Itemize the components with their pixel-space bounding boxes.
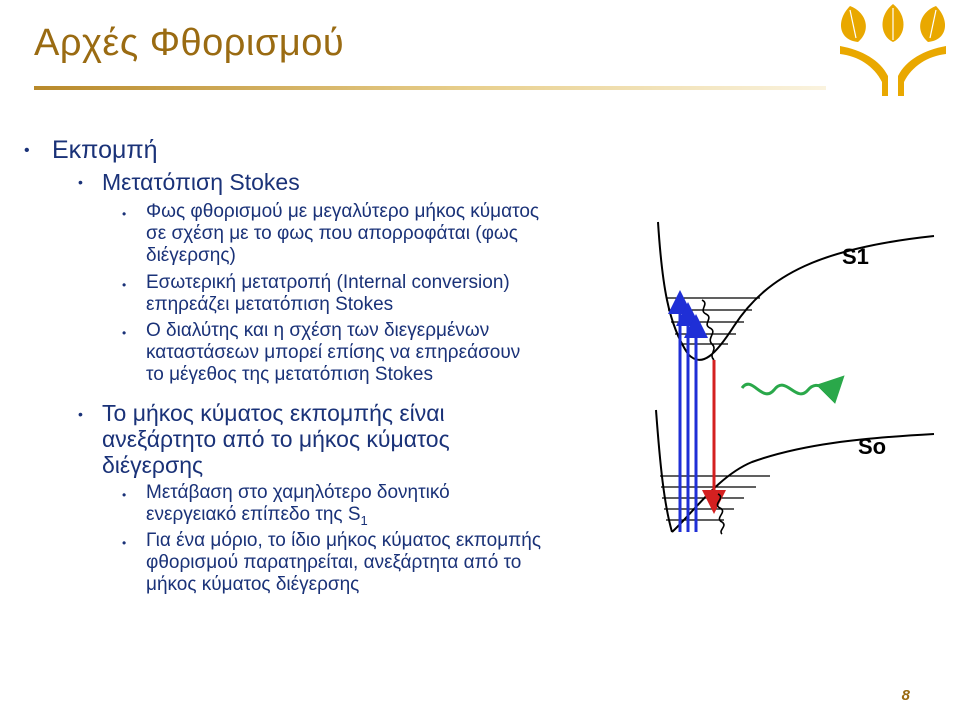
- text-line: Μετάβαση στο χαμηλότερο δονητικό: [146, 482, 450, 503]
- university-logo-icon: [832, 2, 954, 98]
- bullet-dot: •: [122, 207, 127, 221]
- s1-label: S1: [842, 244, 869, 269]
- independence-statement: [102, 400, 450, 478]
- so-potential-curve: [656, 410, 934, 532]
- bullet-dot: •: [122, 278, 127, 292]
- energy-level-diagram: [652, 214, 942, 544]
- title-underline: [34, 86, 826, 90]
- text-line: Εσωτερική μετατροπή (Internal conversion): [146, 272, 510, 293]
- text-line: μήκος κύματος διέγερσης: [146, 574, 360, 595]
- stokes-item-3: [146, 320, 520, 386]
- bullet-dot: •: [24, 142, 30, 159]
- slide-title: Αρχές Φθορισμού: [34, 22, 345, 64]
- subscript: 1: [360, 512, 368, 528]
- text-line: φθορισμού παρατηρείται, ανεξάρτητα από το: [146, 552, 522, 573]
- s1-potential-curve: [658, 222, 934, 360]
- text-fragment: ενεργειακό επίπεδο της S: [146, 504, 361, 525]
- page-number: 8: [901, 687, 910, 704]
- vibrational-relaxation-squiggle: [717, 494, 724, 534]
- stokes-item-2: [146, 272, 510, 316]
- text-line: το μέγεθος της μετατόπιση Stokes: [146, 364, 433, 385]
- stokes-item-1: [146, 201, 539, 267]
- text-line: Για ένα μόριο, το ίδιο μήκος κύματος εκπομπής: [146, 530, 541, 551]
- independence-item-1: [146, 482, 450, 532]
- heading-stokes-shift: Μετατόπιση Stokes: [102, 169, 300, 195]
- photon-wave: [742, 384, 834, 394]
- internal-conversion-squiggle: [702, 300, 714, 360]
- bullet-dot: •: [122, 536, 127, 550]
- independence-item-2: [146, 530, 541, 596]
- bullet-dot: •: [78, 406, 83, 422]
- text-line: σε σχέση με το φως που απορροφάται (φως: [146, 223, 518, 244]
- heading-emission: Εκπομπή: [52, 136, 158, 164]
- text-line: [146, 504, 450, 532]
- text-line: ανεξάρτητο από το μήκος κύματος: [102, 426, 450, 452]
- text-line: Φως φθορισμού με μεγαλύτερο μήκος κύματος: [146, 201, 540, 222]
- text-line: Ο διαλύτης και η σχέση των διεγερμένων: [146, 320, 490, 341]
- text-line: διέγερσης: [102, 452, 204, 478]
- text-line: Το μήκος κύματος εκπομπής είναι: [102, 400, 445, 426]
- so-label: So: [858, 434, 887, 459]
- bullet-dot: •: [78, 174, 83, 190]
- bullet-dot: •: [122, 488, 127, 502]
- bullet-dot: •: [122, 326, 127, 340]
- text-line: διέγερσης): [146, 245, 236, 266]
- text-line: επηρεάζει μετατόπιση Stokes: [146, 294, 394, 315]
- text-line: καταστάσεων μπορεί επίσης να επηρεάσουν: [146, 342, 521, 363]
